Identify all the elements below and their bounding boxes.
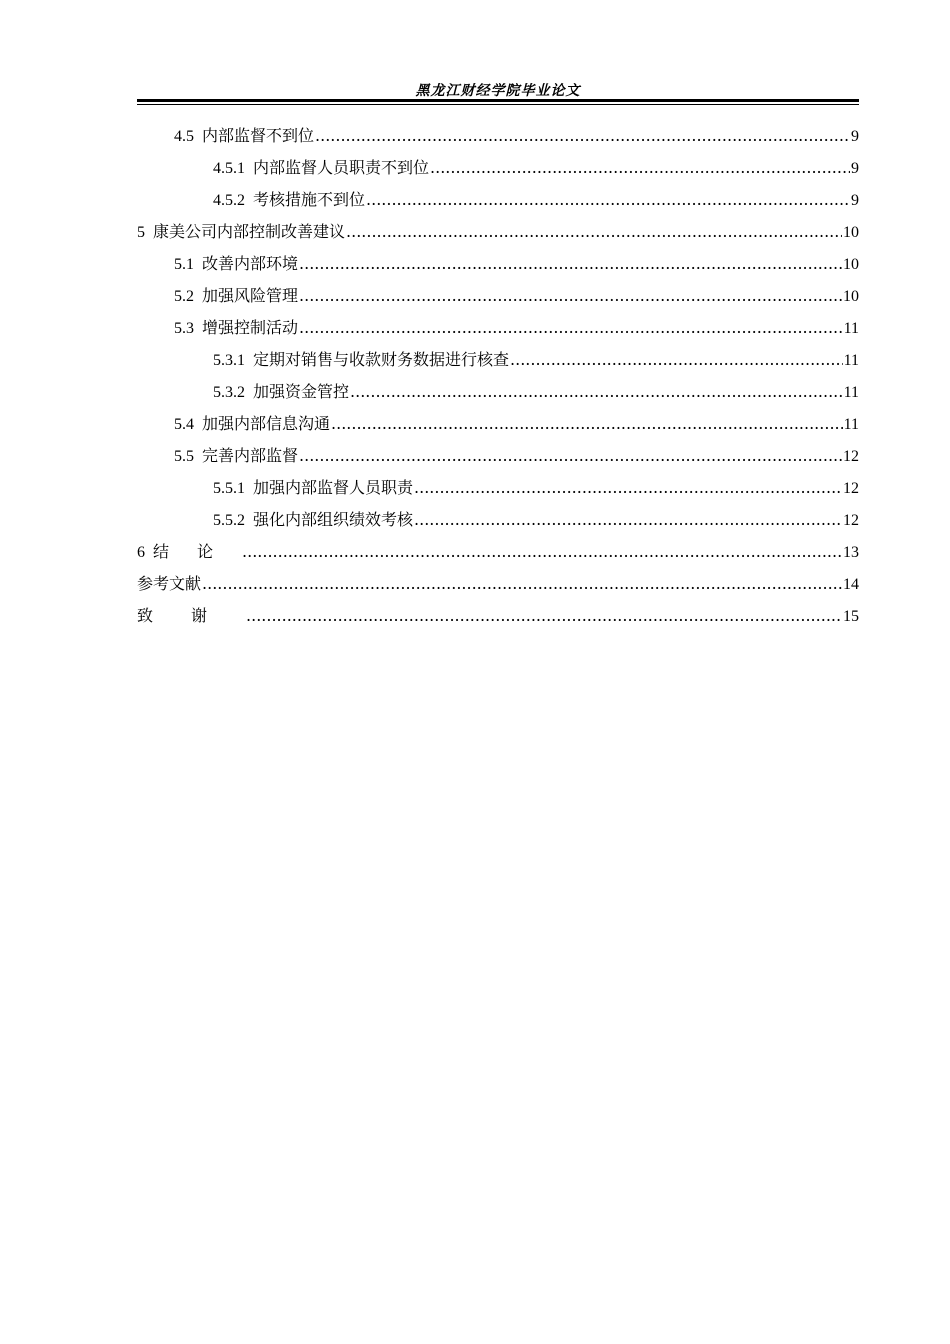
toc-entry-label: 加强资金管控: [253, 382, 350, 401]
toc-entry-page: 14: [843, 576, 859, 593]
header-rule-thick: [137, 99, 859, 102]
toc-entry-label: 结论: [153, 542, 242, 561]
toc-entry-number: 4.5.2: [213, 192, 245, 209]
toc-entry-label: 致谢: [137, 606, 246, 625]
toc-entry-number: 5.5: [174, 448, 194, 465]
toc-entry-page: 15: [843, 608, 859, 625]
toc-dot-leader: [299, 312, 843, 344]
toc-entry-number: 5.3: [174, 320, 194, 337]
toc-entry-page: 9: [851, 192, 859, 209]
header-rule-thin: [137, 104, 859, 105]
toc-entry-5-5-2[interactable]: [137, 504, 859, 536]
toc-entry-number: 5.1: [174, 256, 194, 273]
toc-entry-5-1[interactable]: [137, 248, 859, 280]
toc-entry-number: 5.4: [174, 416, 194, 433]
toc-entry-5-2[interactable]: [137, 280, 859, 312]
toc-dot-leader: [299, 248, 842, 280]
toc-entry-4-5-1[interactable]: [137, 152, 859, 184]
toc-entry-5[interactable]: [137, 216, 859, 248]
toc-entry-page: 13: [843, 544, 859, 561]
toc-entry-5-3-2[interactable]: [137, 376, 859, 408]
toc-entry-4-5-2[interactable]: [137, 184, 859, 216]
toc-entry-label: 内部监督不到位: [202, 126, 315, 145]
toc-entry-label: 强化内部组织绩效考核: [253, 510, 414, 529]
toc-entry-5-4[interactable]: [137, 408, 859, 440]
toc-entry-label: 加强内部监督人员职责: [253, 478, 414, 497]
toc-entry-number: 5.5.1: [213, 480, 245, 497]
toc-entry-label: 完善内部监督: [202, 446, 299, 465]
toc-entry-number: 5.3.2: [213, 384, 245, 401]
toc-entry-references[interactable]: [137, 568, 859, 600]
table-of-contents: [137, 120, 859, 632]
toc-entry-number: 6: [137, 544, 145, 561]
toc-dot-leader: [414, 472, 842, 504]
toc-entry-page: 11: [843, 320, 859, 337]
toc-entry-page: 11: [843, 416, 859, 433]
toc-entry-6[interactable]: [137, 536, 859, 568]
toc-dot-leader: [430, 152, 850, 184]
toc-entry-label: 康美公司内部控制改善建议: [153, 222, 346, 241]
toc-dot-leader: [299, 440, 842, 472]
toc-entry-number: 4.5.1: [213, 160, 245, 177]
toc-entry-number: 5.3.1: [213, 352, 245, 369]
toc-entry-number: 4.5: [174, 128, 194, 145]
toc-entry-number: 5: [137, 224, 145, 241]
toc-entry-page: 12: [843, 448, 859, 465]
toc-entry-label: 定期对销售与收款财务数据进行核查: [253, 350, 510, 369]
toc-entry-page: 12: [843, 480, 859, 497]
toc-entry-label: 加强风险管理: [202, 286, 299, 305]
toc-dot-leader: [414, 504, 842, 536]
toc-entry-label: 考核措施不到位: [253, 190, 366, 209]
toc-entry-page: 10: [843, 256, 859, 273]
toc-dot-leader: [350, 376, 843, 408]
toc-dot-leader: [366, 184, 850, 216]
toc-entry-5-5[interactable]: [137, 440, 859, 472]
toc-entry-4-5[interactable]: [137, 120, 859, 152]
toc-dot-leader: [202, 568, 842, 600]
toc-entry-label: 内部监督人员职责不到位: [253, 158, 430, 177]
toc-entry-page: 11: [843, 384, 859, 401]
toc-dot-leader: [346, 216, 842, 248]
toc-dot-leader: [510, 344, 843, 376]
toc-entry-label: 改善内部环境: [202, 254, 299, 273]
toc-entry-label: 增强控制活动: [202, 318, 299, 337]
toc-entry-label: 加强内部信息沟通: [202, 414, 331, 433]
toc-entry-5-3[interactable]: [137, 312, 859, 344]
toc-entry-5-3-1[interactable]: [137, 344, 859, 376]
toc-entry-page: 9: [851, 160, 859, 177]
toc-entry-page: 9: [851, 128, 859, 145]
toc-dot-leader: [246, 600, 842, 632]
toc-entry-acknowledgements[interactable]: [137, 600, 859, 632]
toc-entry-number: 5.2: [174, 288, 194, 305]
toc-dot-leader: [331, 408, 843, 440]
toc-entry-5-5-1[interactable]: [137, 472, 859, 504]
toc-entry-label: 参考文献: [137, 574, 202, 593]
running-header-title: 黑龙江财经学院毕业论文: [415, 83, 581, 99]
toc-entry-page: 10: [843, 224, 859, 241]
toc-dot-leader: [242, 536, 842, 568]
toc-entry-page: 12: [843, 512, 859, 529]
toc-entry-page: 10: [843, 288, 859, 305]
toc-dot-leader: [315, 120, 850, 152]
toc-entry-number: 5.5.2: [213, 512, 245, 529]
toc-entry-page: 11: [843, 352, 859, 369]
toc-dot-leader: [299, 280, 842, 312]
